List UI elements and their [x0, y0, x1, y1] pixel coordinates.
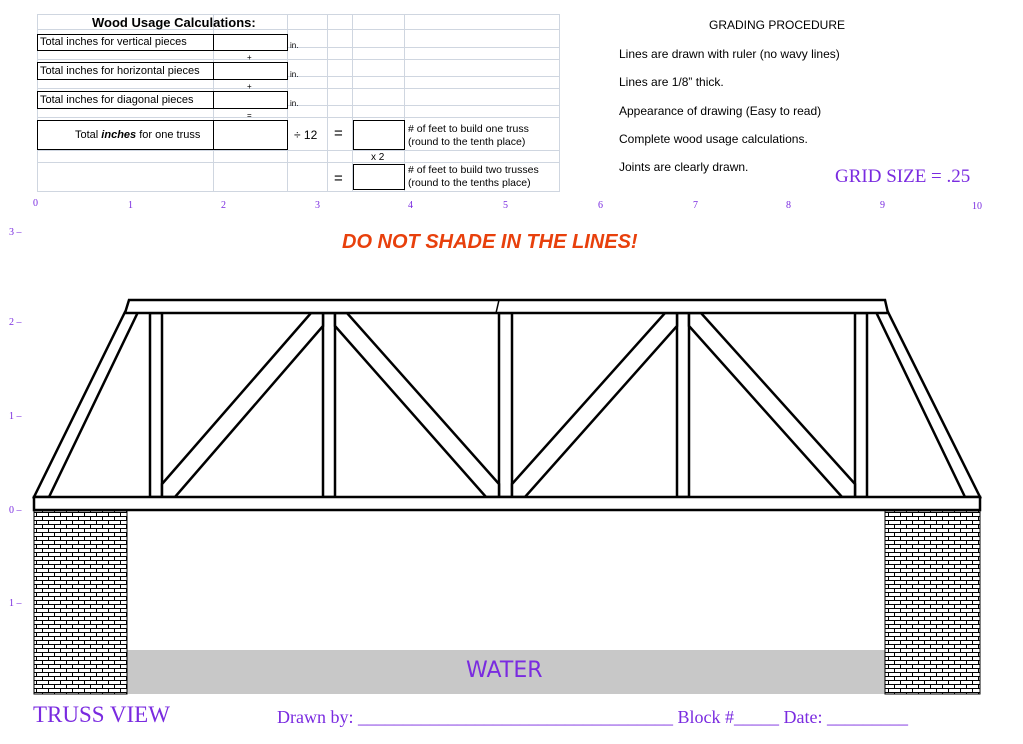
bottom-chord — [34, 497, 980, 510]
water-label: WATER — [466, 658, 543, 683]
x-tick-8: 8 — [786, 200, 791, 211]
grading-item-appearance: Appearance of drawing (Easy to read) — [619, 104, 822, 118]
grading-item-calculations: Complete wood usage calculations. — [619, 132, 808, 146]
horizontal-unit: in. — [290, 70, 299, 79]
horizontal-label: Total inches for horizontal pieces — [40, 65, 200, 77]
times-2: x 2 — [371, 152, 385, 163]
vertical-label: Total inches for vertical pieces — [40, 36, 187, 48]
two-truss-line2: (round to the tenths place) — [408, 177, 531, 189]
warning-text: DO NOT SHADE IN THE LINES! — [342, 231, 638, 253]
truss-view-label: TRUSS VIEW — [33, 702, 170, 727]
total-suffix: for one truss — [136, 129, 201, 141]
diagonal-member-1 — [162, 313, 323, 497]
y-tick-1: 1 – — [9, 411, 22, 422]
diagonal-member-2 — [335, 313, 499, 497]
y-tick-minus-1: 1 – — [9, 598, 22, 609]
one-truss-line2: (round to the tenth place) — [408, 136, 526, 148]
x-tick-10: 10 — [972, 201, 982, 212]
top-chord — [125, 300, 888, 313]
vertical-member-4 — [677, 313, 689, 497]
y-tick-2: 2 – — [9, 317, 22, 328]
x-tick-9: 9 — [880, 200, 885, 211]
vertical-member-3 — [499, 313, 512, 497]
vertical-unit: in. — [290, 41, 299, 50]
diagonal-unit: in. — [290, 99, 299, 108]
left-end-diagonal — [34, 312, 138, 497]
total-emph: inches — [101, 129, 137, 141]
grading-item-thickness: Lines are 1/8” thick. — [619, 75, 724, 89]
x-tick-6: 6 — [598, 200, 603, 211]
right-abutment — [885, 511, 980, 694]
plus-sign-1: + — [247, 53, 252, 62]
y-tick-3: 3 – — [9, 227, 22, 238]
x-tick-1: 1 — [128, 200, 133, 211]
vertical-member-1 — [150, 313, 162, 497]
vertical-member-5 — [855, 313, 867, 497]
equals-sign-small: = — [247, 111, 252, 120]
diagonal-label: Total inches for diagonal pieces — [40, 94, 194, 106]
plus-sign-2: + — [247, 82, 252, 91]
one-truss-line1: # of feet to build one truss — [408, 123, 529, 135]
equals-sign-1: = — [334, 125, 343, 142]
x-tick-2: 2 — [221, 200, 226, 211]
equals-sign-2: = — [334, 170, 343, 187]
x-tick-0: 0 — [33, 198, 38, 209]
grading-item-ruler: Lines are drawn with ruler (no wavy lines) — [619, 47, 840, 61]
x-tick-7: 7 — [693, 200, 698, 211]
diagonal-member-4 — [689, 313, 855, 497]
right-end-diagonal — [876, 312, 980, 497]
total-prefix: Total — [75, 129, 102, 141]
x-tick-4: 4 — [408, 200, 413, 211]
diagonal-member-3 — [512, 313, 677, 497]
table-title: Wood Usage Calculations: — [92, 15, 256, 30]
drawn-by-line[interactable]: Drawn by: ___________________________________ Block #_____ Date: _________ — [277, 707, 908, 727]
two-truss-line1: # of feet to build two trusses — [408, 164, 539, 176]
grading-title: GRADING PROCEDURE — [709, 18, 846, 32]
y-tick-0: 0 – — [9, 505, 22, 516]
left-abutment — [34, 511, 127, 694]
vertical-member-2 — [323, 313, 335, 497]
x-tick-5: 5 — [503, 200, 508, 211]
x-tick-3: 3 — [315, 200, 320, 211]
grading-item-joints: Joints are clearly drawn. — [619, 160, 749, 174]
divide-by-12: ÷ 12 — [294, 128, 318, 142]
grid-size-label: GRID SIZE = .25 — [835, 166, 971, 187]
